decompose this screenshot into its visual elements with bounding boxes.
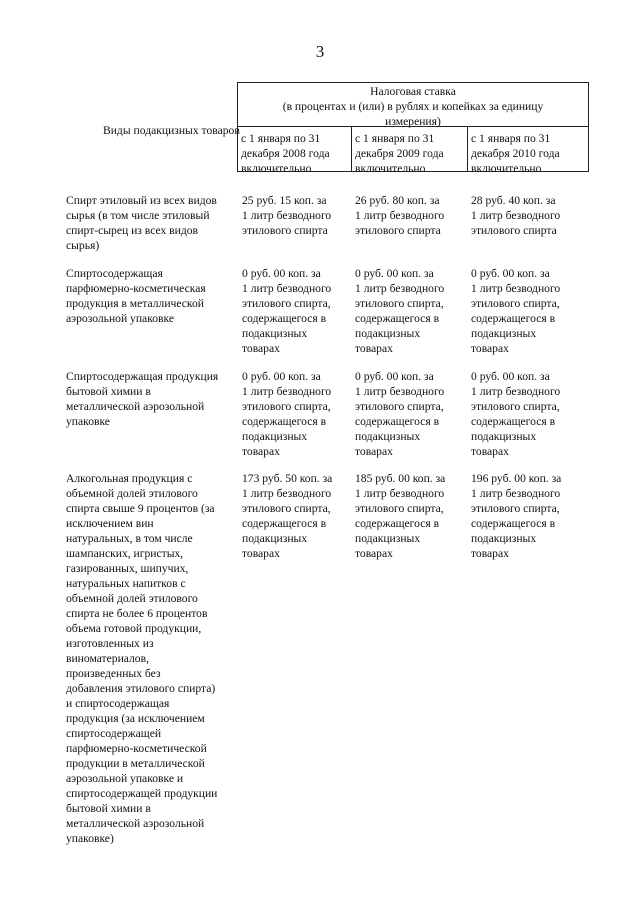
period-2009-header: с 1 января по 31 декабря 2009 года включительно <box>355 132 444 175</box>
goods-name: Алкогольная продукция с объемной долей этилового спирта свыше 9 процентов (за исключением вин натуральных, в том числе шампанских, игристых, газированных, шипучих, натуральных напитков с объемной долей этилового спирта не более 6 процентов объема готовой продукции, изготовленных из виноматериалов, произведенных без добавления этилового спирта) и спиртосодержащая продукция (за исключением спиртосодержащей парфюмерно-косметической продукции в металлической аэрозольной упаковке и спиртосодержащей продукции бытовой химии в металлической аэрозольной упаковке) <box>66 472 218 845</box>
goods-name: Спирт этиловый из всех видов сырья (в том числе этиловый спирт-сырец из всех видов сырья) <box>66 194 217 252</box>
period-2008-header: с 1 января по 31 декабря 2008 года включительно <box>241 132 330 175</box>
goods-name: Спиртосодержащая продукция бытовой химии в металлической аэрозольной упаковке <box>66 370 219 428</box>
rate-2010: 28 руб. 40 коп. за 1 литр безводного этилового спирта <box>471 194 561 237</box>
goods-name: Спиртосодержащая парфюмерно-косметическая продукция в металлической аэрозольной упаковке <box>66 267 206 325</box>
rate-2009: 26 руб. 80 коп. за 1 литр безводного этилового спирта <box>355 194 445 237</box>
period-2010-header: с 1 января по 31 декабря 2010 года включительно <box>471 132 560 175</box>
goods-column-header: Виды подакцизных товаров <box>103 124 240 137</box>
rate-2009: 185 руб. 00 коп. за 1 литр безводного этилового спирта, содержащегося в подакцизных товарах <box>355 472 446 560</box>
rate-2010: 196 руб. 00 коп. за 1 литр безводного этилового спирта, содержащегося в подакцизных товарах <box>471 472 562 560</box>
page-number: 3 <box>315 42 325 61</box>
rate-2008: 25 руб. 15 коп. за 1 литр безводного этилового спирта <box>242 194 332 237</box>
rate-2009: 0 руб. 00 коп. за 1 литр безводного этилового спирта, содержащегося в подакцизных товарах <box>355 370 445 458</box>
rate-2009: 0 руб. 00 коп. за 1 литр безводного этилового спирта, содержащегося в подакцизных товарах <box>355 267 445 355</box>
rate-2010: 0 руб. 00 коп. за 1 литр безводного этилового спирта, содержащегося в подакцизных товарах <box>471 370 561 458</box>
rate-2008: 173 руб. 50 коп. за 1 литр безводного этилового спирта, содержащегося в подакцизных товарах <box>242 472 333 560</box>
rate-2010: 0 руб. 00 коп. за 1 литр безводного этилового спирта, содержащегося в подакцизных товарах <box>471 267 561 355</box>
tax-rate-header: Налоговая ставка (в процентах и (или) в рублях и копейках за единицу измерения) <box>282 85 544 128</box>
rate-2008: 0 руб. 00 коп. за 1 литр безводного этилового спирта, содержащегося в подакцизных товарах <box>242 267 332 355</box>
rate-2008: 0 руб. 00 коп. за 1 литр безводного этилового спирта, содержащегося в подакцизных товарах <box>242 370 332 458</box>
